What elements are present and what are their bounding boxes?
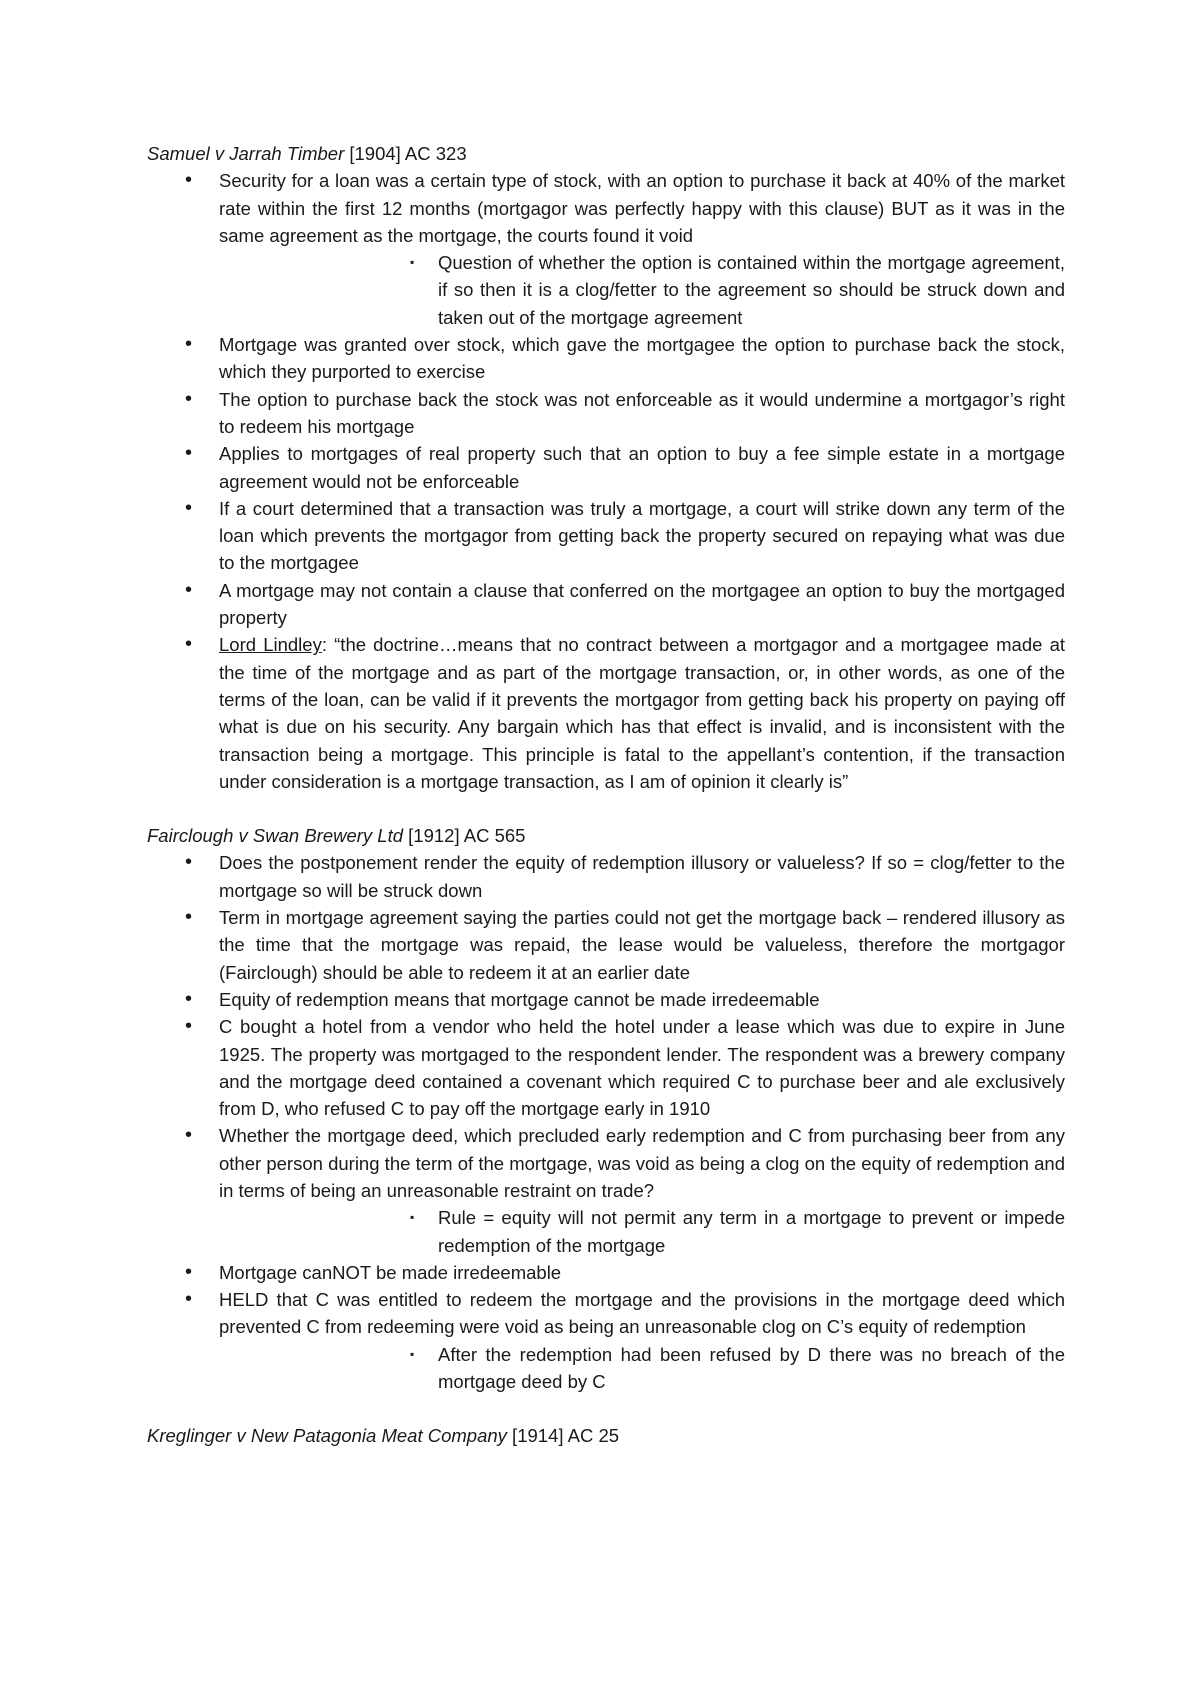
- case-name: Fairclough v Swan Brewery Ltd: [147, 825, 404, 847]
- bullet-list: [147, 849, 1065, 1395]
- bullet-text: A mortgage may not contain a clause that conferred on the mortgagee an option to buy the mortgaged property: [219, 579, 1065, 629]
- bullet-text: Mortgage canNOT be made irredeemable: [219, 1261, 562, 1283]
- case-section-samuel: [147, 140, 1065, 795]
- bullet-text: Mortgage was granted over stock, which gave the mortgagee the option to purchase back the stock, which they purported to exercise: [219, 334, 1065, 383]
- bullet-text: HELD that C was entitled to redeem the mortgage and the provisions in the mortgage deed which prevented C from redeeming were void as being an unreasonable clog on C’s equity of redemption: [219, 1289, 1065, 1338]
- sub-bullet-list: [219, 1341, 1065, 1396]
- sub-bullet-list: [219, 1204, 1065, 1259]
- bullet-item: [147, 849, 1065, 904]
- bullet-list: [147, 167, 1065, 795]
- bullet-item: [147, 1286, 1065, 1395]
- bullet-item: [147, 331, 1065, 386]
- case-name: Samuel v Jarrah Timber: [147, 143, 345, 164]
- bullet-text: Term in mortgage agreement saying the parties could not get the mortgage back – rendered illusory as the time that the mortgage was repaid, the lease would be valueless, therefore the mortgagor (Fairclough) should be able to redeem it at an earlier date: [219, 907, 1065, 983]
- bullet-item: [147, 167, 1065, 331]
- document-page: [147, 140, 1065, 1477]
- bullet-item-quote: [147, 631, 1065, 795]
- bullet-item: [147, 577, 1065, 632]
- sub-bullet-text: After the redemption had been refused by D there was no breach of the mortgage deed by C: [438, 1343, 1065, 1393]
- sub-bullet-item: [219, 249, 1065, 331]
- bullet-item: [147, 1259, 1065, 1286]
- case-section-kreglinger: [147, 1422, 1065, 1449]
- sub-bullet-item: [219, 1204, 1065, 1259]
- case-section-fairclough: [147, 822, 1065, 1395]
- bullet-item: [147, 440, 1065, 495]
- bullet-text: C bought a hotel from a vendor who held the hotel under a lease which was due to expire in June 1925. The property was mortgaged to the respondent lender. The respondent was a brewery company and the mortgage deed contained a covenant which required C to purchase beer and ale exclusively from D, who refused C to pay off the mortgage early in 1910: [219, 1016, 1065, 1120]
- bullet-item: [147, 1122, 1065, 1258]
- bullet-text: The option to purchase back the stock was not enforceable as it would undermine a mortgagor’s right to redeem his mortgage: [219, 388, 1065, 437]
- case-name: Kreglinger v New Patagonia Meat Company: [147, 1425, 507, 1447]
- case-heading: [147, 140, 1065, 167]
- case-heading: [147, 822, 1065, 849]
- bullet-item: [147, 904, 1065, 986]
- bullet-text: Applies to mortgages of real property such that an option to buy a fee simple estate in a mortgage agreement would not be enforceable: [219, 443, 1065, 492]
- sub-bullet-item: [219, 1341, 1065, 1396]
- bullet-text: Equity of redemption means that mortgage cannot be made irredeemable: [219, 988, 820, 1010]
- quote-text: : “the doctrine…means that no contract between a mortgagor and a mortgagee made at the time of the mortgage and as part of the mortgage transaction, or, in other words, as one of the terms of the loan, can be valid if it prevents the mortgagor from getting back his property on paying off what is due on his security. Any bargain which has that effect is invalid, and is inconsistent with the transaction being a mortgage. This principle is fatal to the appellant’s contention, if the transaction under consideration is a mortgage transaction, as I am of opinion it clearly is”: [219, 634, 1065, 792]
- bullet-text: Does the postponement render the equity of redemption illusory or valueless? If so = clog/fetter to the mortgage so will be struck down: [219, 852, 1065, 901]
- bullet-item: [147, 495, 1065, 577]
- case-citation: [1912] AC 565: [403, 825, 526, 847]
- sub-bullet-list: [219, 249, 1065, 331]
- bullet-item: [147, 1013, 1065, 1122]
- bullet-text: Whether the mortgage deed, which precluded early redemption and C from purchasing beer from any other person during the term of the mortgage, was void as being a clog on the equity of redemption and in terms of being an unreasonable restraint on trade?: [219, 1125, 1065, 1201]
- quote-speaker: Lord Lindley: [219, 634, 322, 656]
- bullet-item: [147, 986, 1065, 1013]
- case-heading: [147, 1422, 1065, 1449]
- sub-bullet-text: Question of whether the option is contained within the mortgage agreement, if so then it is a clog/fetter to the agreement so should be struck down and taken out of the mortgage agreement: [438, 252, 1065, 328]
- sub-bullet-text: Rule = equity will not permit any term in a mortgage to prevent or impede redemption of the mortgage: [438, 1207, 1065, 1256]
- bullet-text: Security for a loan was a certain type of stock, with an option to purchase it back at 40% of the market rate within the first 12 months (mortgagor was perfectly happy with this clause) BUT as it was in the same agreement as the mortgage, the courts found it void: [219, 170, 1065, 246]
- case-citation: [1914] AC 25: [506, 1425, 620, 1447]
- case-citation: [1904] AC 323: [344, 143, 467, 164]
- bullet-item: [147, 386, 1065, 441]
- bullet-text: If a court determined that a transaction was truly a mortgage, a court will strike down any term of the loan which prevents the mortgagor from getting back the property secured on repaying what was due to the mortgagee: [219, 497, 1065, 574]
